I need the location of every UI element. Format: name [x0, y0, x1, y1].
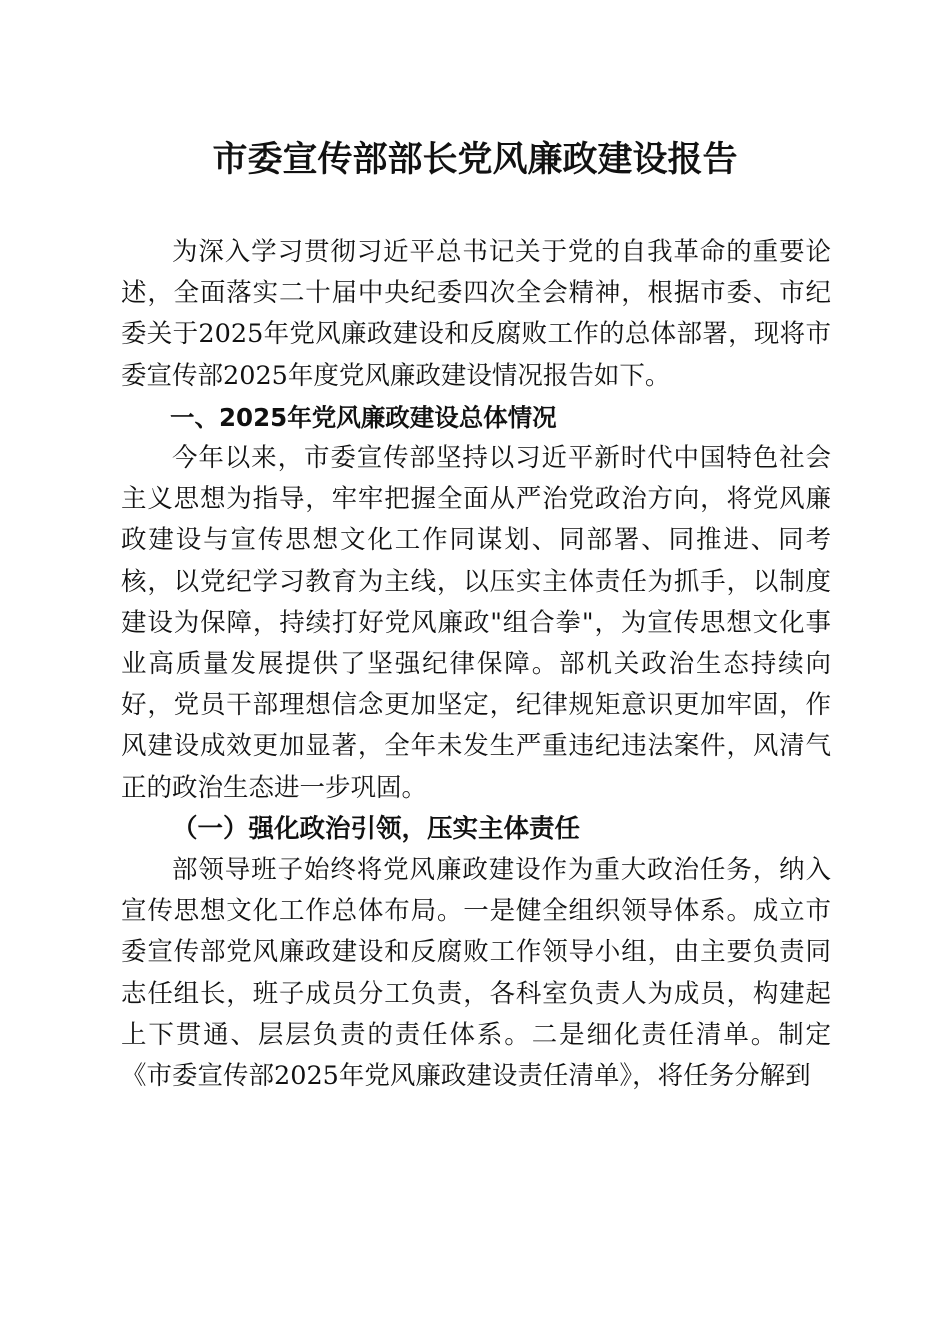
document-body	[121, 232, 831, 1097]
subsection-heading-1: （一）强化政治引领，压实主体责任	[172, 813, 581, 844]
section-heading-1: 一、2025年党风廉政建设总体情况	[170, 402, 557, 432]
subsection-paragraph-1: 部领导班子始终将党风廉政建设作为重大政治任务，纳入宣传思想文化工作总体布局。一是健全组织领导体系。成立市委宣传部党风廉政建设和反腐败工作领导小组，由主要负责同志任组长，班子成员分工负责，各科室负责人为成员，构建起上下贯通、层层负责的责任体系。二是细化责任清单。制定《市委宣传部2025年党风廉政建设责任清单》，将任务分解到	[121, 855, 831, 1092]
overview-paragraph: 今年以来，市委宣传部坚持以习近平新时代中国特色社会主义思想为指导，牢牢把握全面从严治党政治方向，将党风廉政建设与宣传思想文化工作同谋划、同部署、同推进、同考核，以党纪学习教育为主线，以压实主体责任为抓手，以制度建设为保障，持续打好党风廉政"组合拳"，为宣传思想文化事业高质量发展提供了坚强纪律保障。部机关政治生态持续向好，党员干部理想信念更加坚定，纪律规矩意识更加牢固，作风建设成效更加显著，全年未发生严重违纪违法案件，风清气正的政治生态进一步巩固。	[121, 443, 831, 803]
document-title: 市委宣传部部长党风廉政建设报告	[212, 139, 738, 180]
intro-paragraph: 为深入学习贯彻习近平总书记关于党的自我革命的重要论述，全面落实二十届中央纪委四次全会精神，根据市委、市纪委关于2025年党风廉政建设和反腐败工作的总体部署，现将市委宣传部2025年度党风廉政建设情况报告如下。	[121, 237, 831, 391]
